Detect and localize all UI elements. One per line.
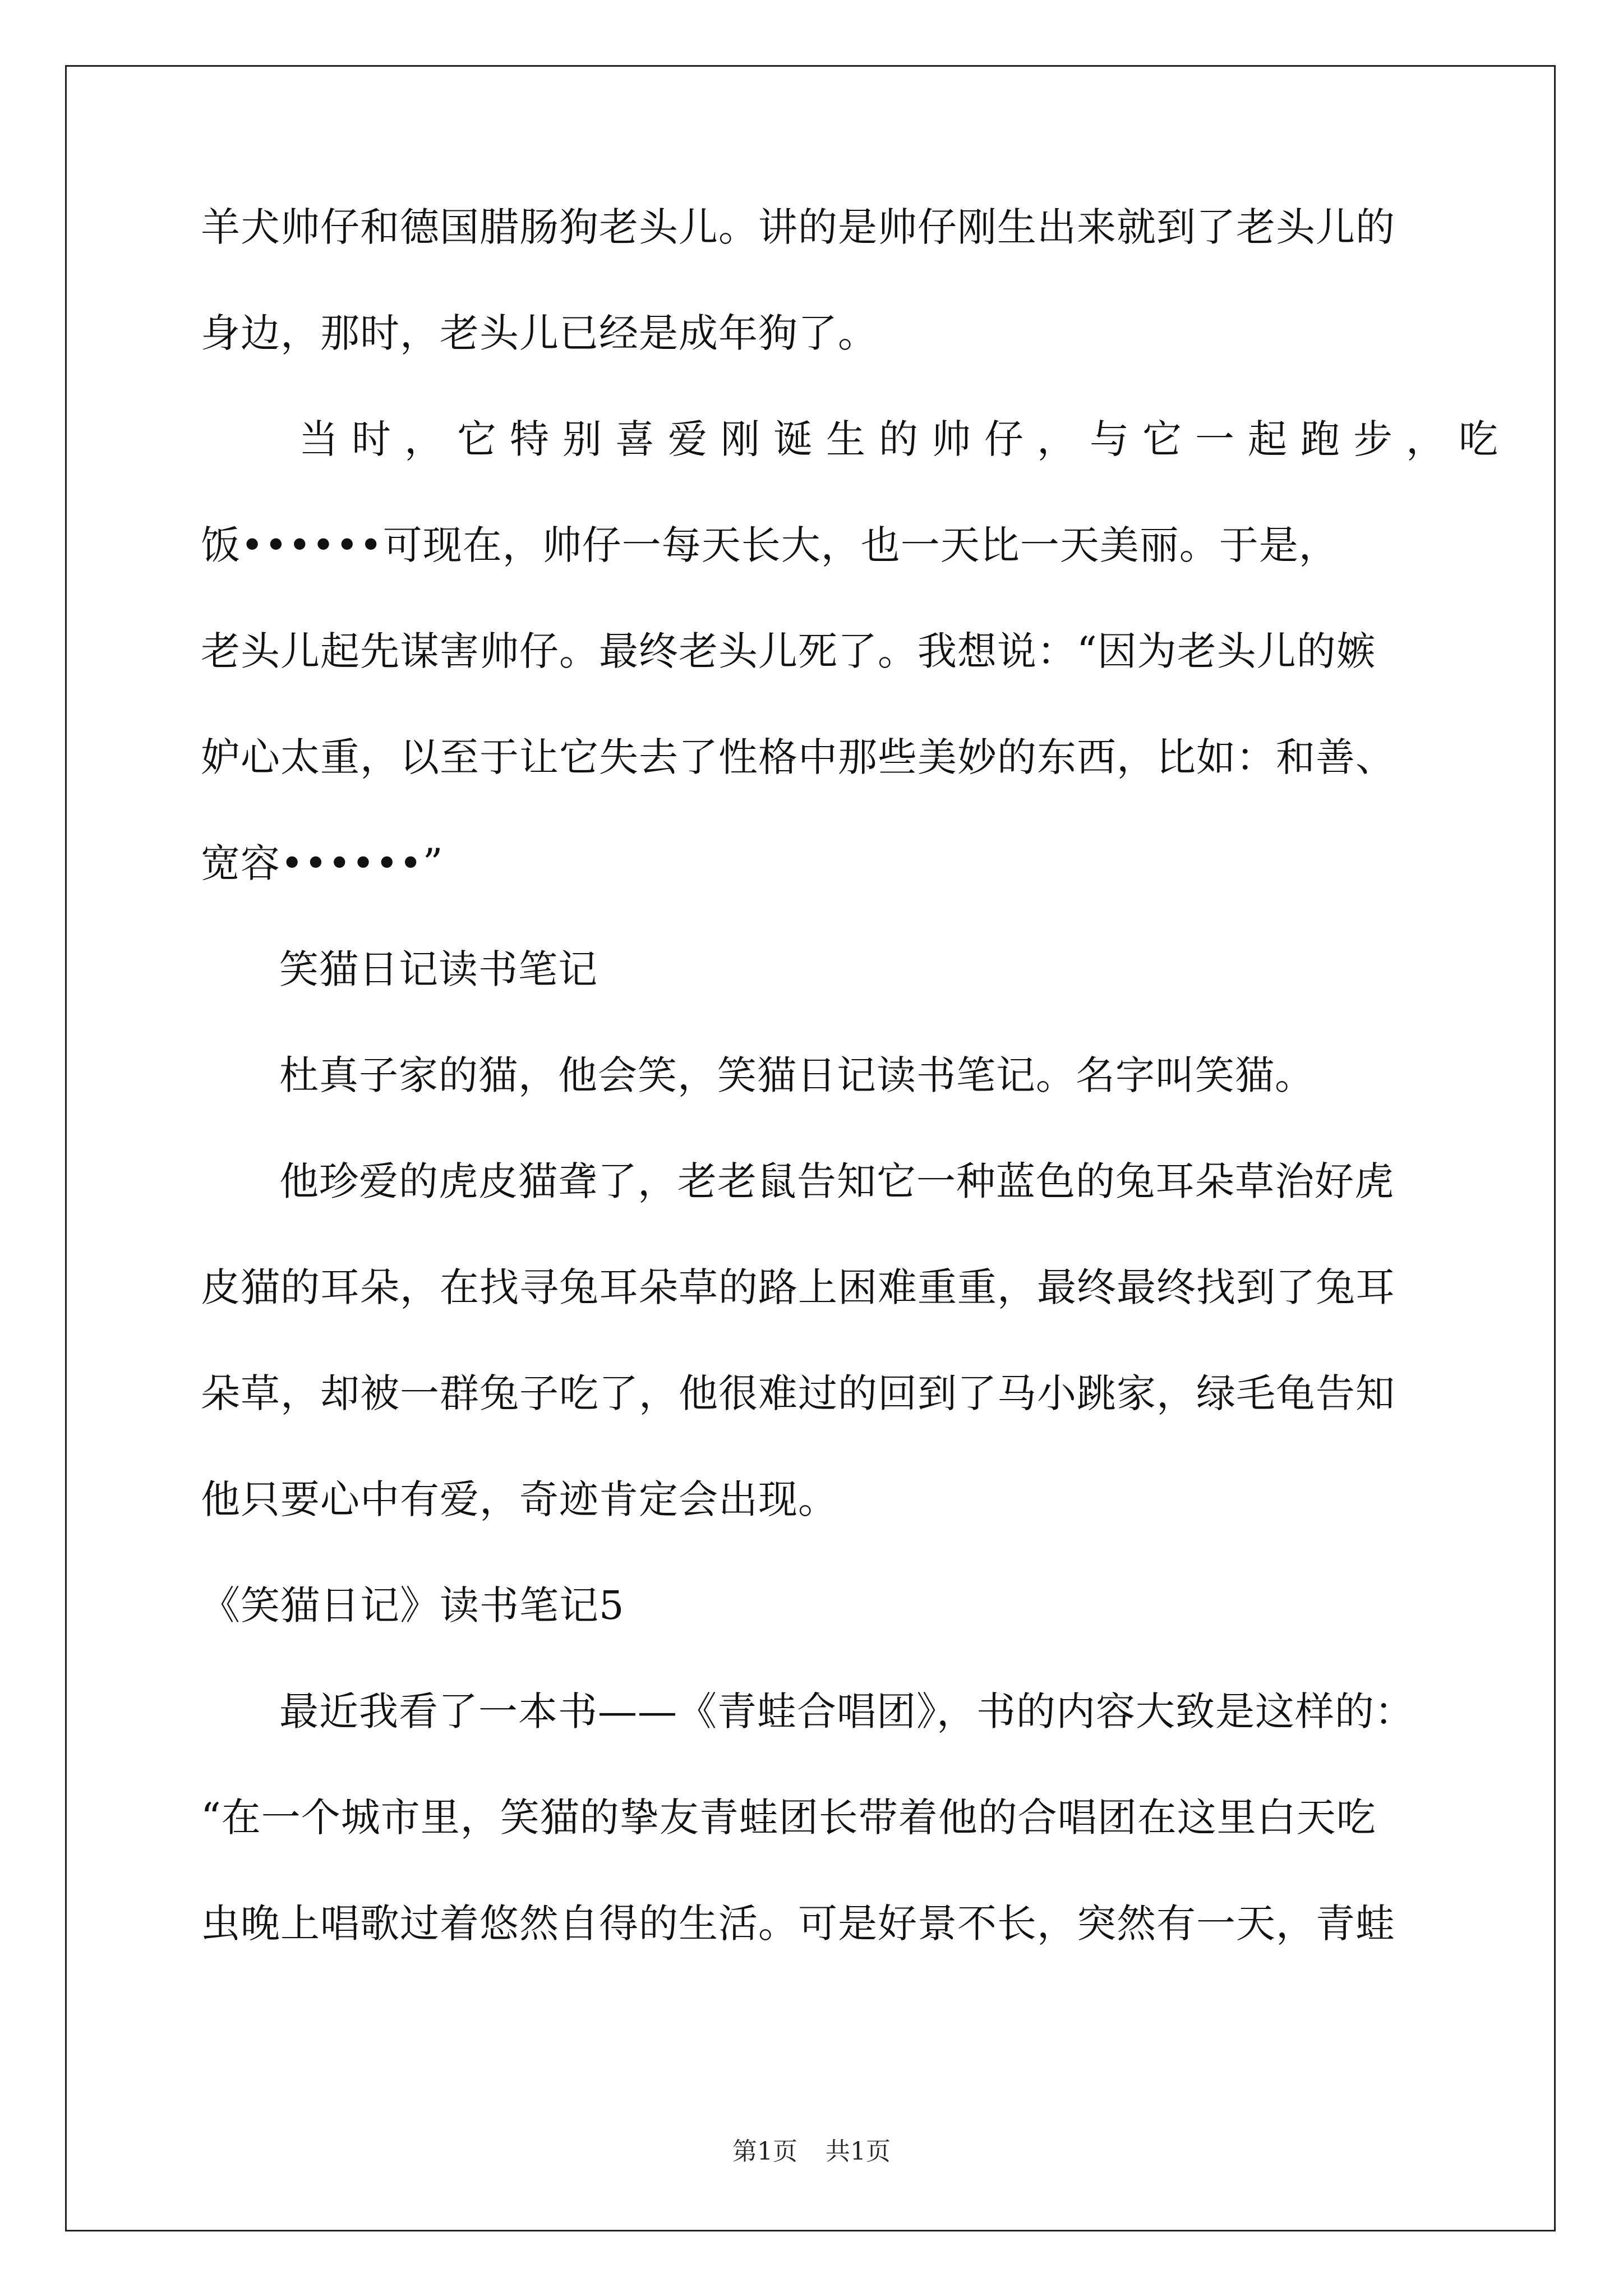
text-line: 饭••••••可现在，帅仔一每天长大，也一天比一天美丽。于是，: [201, 522, 1339, 568]
section-heading: 笑猫日记读书笔记: [279, 946, 598, 992]
text-line: 最近我看了一本书——《青蛙合唱团》，书的内容大致是这样的：: [279, 1688, 1414, 1734]
text-line: 虫晚上唱歌过着悠然自得的生活。可是好景不长，突然有一天，青蛙: [201, 1901, 1395, 1947]
page-total: 共1页: [826, 2137, 891, 2166]
text-line: 羊犬帅仔和德国腊肠狗老头儿。讲的是帅仔刚生出来就到了老头儿的: [201, 204, 1395, 250]
page-footer: [0, 2139, 1623, 2164]
text-line: 朵草，却被一群兔子吃了，他很难过的回到了马小跳家，绿毛龟告知: [201, 1370, 1395, 1416]
page-number: 第1页: [732, 2137, 797, 2166]
text-line: 他只要心中有爱，奇迹肯定会出现。: [201, 1476, 838, 1522]
text-line: “在一个城市里，笑猫的挚友青蛙团长带着他的合唱团在这里白天吃: [201, 1795, 1376, 1841]
text-line: 当时，它特别喜爱刚诞生的帅仔，与它一起跑步，吃: [299, 416, 1511, 462]
text-line: 宽容••••••”: [201, 840, 444, 886]
text-line: 他珍爱的虎皮猫聋了，老老鼠告知它一种蓝色的兔耳朵草治好虎: [279, 1158, 1394, 1204]
text-line: 妒心太重，以至于让它失去了性格中那些美妙的东西，比如：和善、: [201, 734, 1395, 780]
section-title: 《笑猫日记》读书笔记5: [201, 1582, 625, 1628]
text-line: 皮猫的耳朵，在找寻兔耳朵草的路上困难重重，最终最终找到了兔耳: [201, 1264, 1395, 1310]
text-line: 身边，那时，老头儿已经是成年狗了。: [201, 310, 878, 356]
text-line: 杜真子家的猫，他会笑，笑猫日记读书笔记。名字叫笑猫。: [279, 1052, 1315, 1098]
text-line: 老头儿起先谋害帅仔。最终老头儿死了。我想说：“因为老头儿的嫉: [201, 628, 1376, 674]
document-body: [201, 204, 1511, 2010]
